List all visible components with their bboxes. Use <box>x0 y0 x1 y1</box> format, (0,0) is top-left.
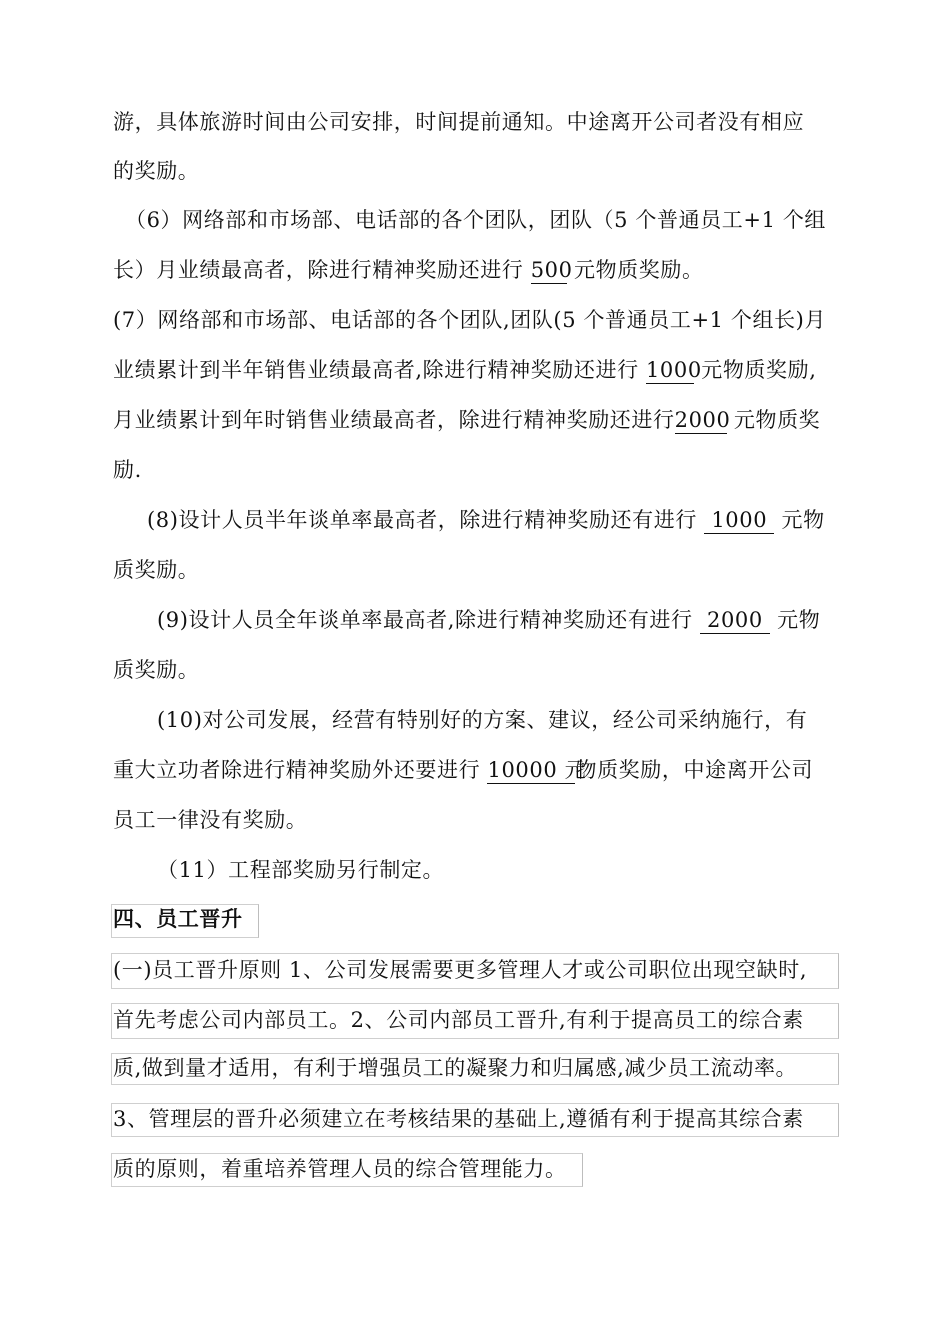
underlined-amount: 2000 <box>700 607 770 634</box>
paragraph-line: 的奖励。 <box>113 159 200 183</box>
paragraph-line <box>113 255 704 285</box>
paragraph-line: 首先考虑公司内部员工。2、公司内部员工晋升,有利于提高员工的综合素 <box>113 1008 804 1032</box>
paragraph-line: 质奖励。 <box>113 658 200 682</box>
text-segment: 业绩累计到半年销售业绩最高者,除进行精神奖励还进行 <box>113 358 646 382</box>
paragraph-line: 质的原则，着重培养管理人员的综合管理能力。 <box>113 1157 567 1181</box>
text-segment: (8)设计人员半年谈单率最高者，除进行精神奖励还有进行 <box>147 508 705 532</box>
underlined-amount: 500 <box>530 258 573 282</box>
text-segment: 月业绩累计到年时销售业绩最高者，除进行精神奖励还进行 <box>113 408 675 432</box>
paragraph-line <box>113 405 820 435</box>
paragraph-line <box>113 355 817 385</box>
paragraph-line: 质奖励。 <box>113 558 200 582</box>
paragraph-line: 游，具体旅游时间由公司安排，时间提前通知。中途离开公司者没有相应 <box>113 110 805 134</box>
text-segment: 长）月业绩最高者，除进行精神奖励还进行 <box>113 258 531 282</box>
text-segment: 元物质奖 <box>726 408 821 432</box>
text-segment: 元物 <box>774 508 825 532</box>
paragraph-line: 质,做到量才适用，有利于增强员工的凝聚力和归属感,减少员工流动率。 <box>113 1056 798 1080</box>
text-segment: (9)设计人员全年谈单率最高者,除进行精神奖励还有进行 <box>157 608 700 632</box>
paragraph-line-item-8 <box>147 505 825 535</box>
underlined-amount: 1000 <box>645 358 702 382</box>
paragraph-line: 3、管理层的晋升必须建立在考核结果的基础上,遵循有利于提高其综合素 <box>113 1107 804 1131</box>
underlined-amount: 1000 <box>704 507 774 534</box>
section-heading: 四、员工晋升 <box>113 906 243 931</box>
paragraph-line: (一)员工晋升原则 1、公司发展需要更多管理人才或公司职位出现空缺时, <box>113 958 808 982</box>
paragraph-line-item-6: （6）网络部和市场部、电话部的各个团队，团队（5 个普通员工+1 个组 <box>125 208 827 232</box>
text-segment: 元物质奖励。 <box>566 258 704 282</box>
text-segment: 重大立功者除进行精神奖励外还要进行 <box>113 758 488 782</box>
text-segment: 物质奖励，中途离开公司 <box>575 758 814 782</box>
underlined-amount: 10000 元 <box>487 758 587 782</box>
paragraph-line-item-9 <box>157 605 820 635</box>
paragraph-line: 员工一律没有奖励。 <box>113 808 308 832</box>
paragraph-line-item-11: （11）工程部奖励另行制定。 <box>157 858 445 882</box>
underlined-amount: 2000 <box>674 408 731 432</box>
paragraph-line-item-10: (10)对公司发展，经营有特别好的方案、建议，经公司采纳施行，有 <box>157 708 808 732</box>
paragraph-line: 励. <box>113 458 142 482</box>
text-segment: 元物质奖励, <box>693 358 817 382</box>
paragraph-line <box>113 755 813 785</box>
text-segment: 元物 <box>769 608 821 632</box>
paragraph-line-item-7: (7）网络部和市场部、电话部的各个团队,团队(5 个普通员工+1 个组长)月 <box>113 308 827 332</box>
